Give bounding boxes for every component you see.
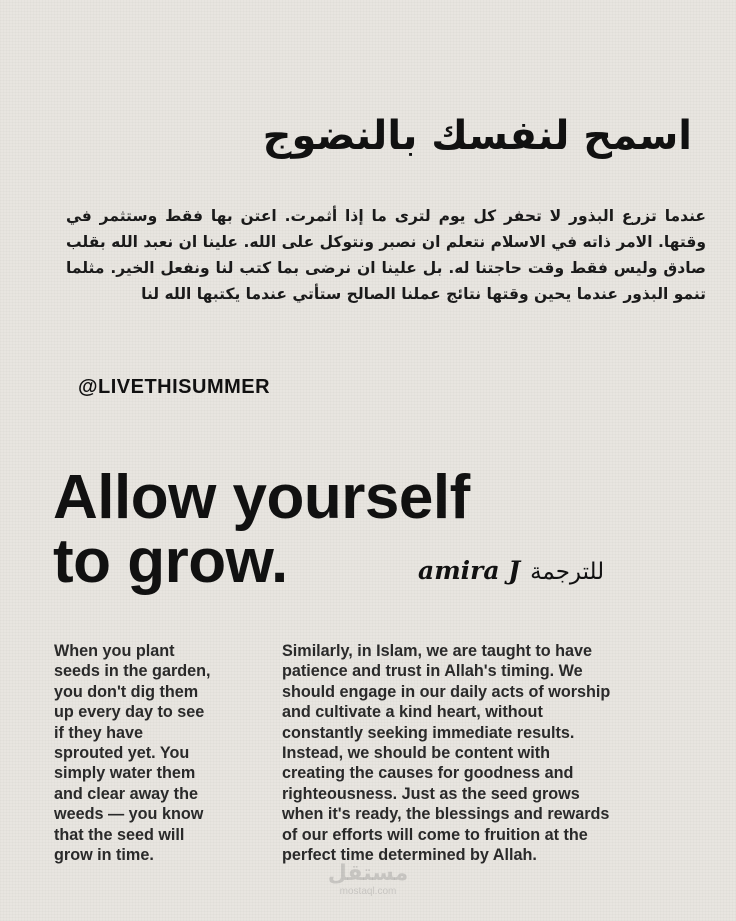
right-column-line: creating the causes for goodness and (282, 764, 574, 783)
left-column-line: if they have (54, 723, 144, 742)
english-left-column (54, 641, 264, 865)
english-title-line-2: to grow. (53, 527, 288, 596)
watermark-latin: mostaql.com (339, 886, 397, 897)
right-column-line: patience and trust in Allah's timing. We (282, 662, 583, 681)
right-column-line: constantly seeking immediate results. (282, 723, 575, 742)
watermark (322, 862, 414, 898)
right-column-line: Instead, we should be content with (282, 744, 551, 763)
watermark-arabic: مستقل (327, 861, 409, 886)
right-column-line: and cultivate a kind heart, without (282, 703, 543, 722)
right-column-line: perfect time determined by Allah. (282, 846, 537, 865)
translator-name: amira J (418, 556, 521, 585)
right-column-line: righteousness. Just as the seed grows (282, 784, 580, 803)
right-column-line: should engage in our daily acts of worship (282, 682, 611, 701)
right-column-line: of our efforts will come to fruition at the (282, 825, 588, 844)
arabic-title: اسمح لنفسك بالنضوج (262, 113, 692, 159)
left-column-line: up every day to see (54, 703, 205, 722)
left-column-line: seeds in the garden, (54, 662, 211, 681)
social-handle: @LIVETHISUMMER (78, 376, 271, 398)
translation-credit (418, 556, 604, 585)
left-column-line: simply water them (54, 764, 196, 783)
left-column-line: weeds — you know (54, 805, 204, 824)
right-column-line: Similarly, in Islam, we are taught to have (282, 642, 593, 660)
translation-label: للترجمة (530, 559, 605, 585)
left-column-line: you don't dig them (54, 682, 199, 701)
right-column-line: when it's ready, the blessings and rewards (282, 805, 610, 824)
english-right-column (282, 641, 702, 865)
left-column-line: that the seed will (54, 825, 185, 844)
left-column-line: and clear away the (54, 784, 198, 803)
left-column-line: sprouted yet. You (54, 744, 190, 763)
english-title-line-1: Allow yourself (53, 463, 470, 532)
arabic-body-text: عندما تزرع البذور لا تحفر كل يوم لترى ما إذا أثمرت. اعتن بها فقط وستثمر في وقتها. الامر ذاته في الاسلام نتعلم ان نصبر ونتوكل على الله. علينا ان نعبد الله بقلب صادق وليس فقط وقت حاجتنا له. بل علينا ان نرضى بما كتب لنا ونفعل الخير. مثلما تنمو البذور عندما يحين وقتها نتائج عملنا الصالح ستأتي عندما يكتبها الله لنا (66, 207, 706, 303)
left-column-line: When you plant (54, 642, 175, 660)
left-column-line: grow in time. (54, 846, 154, 865)
